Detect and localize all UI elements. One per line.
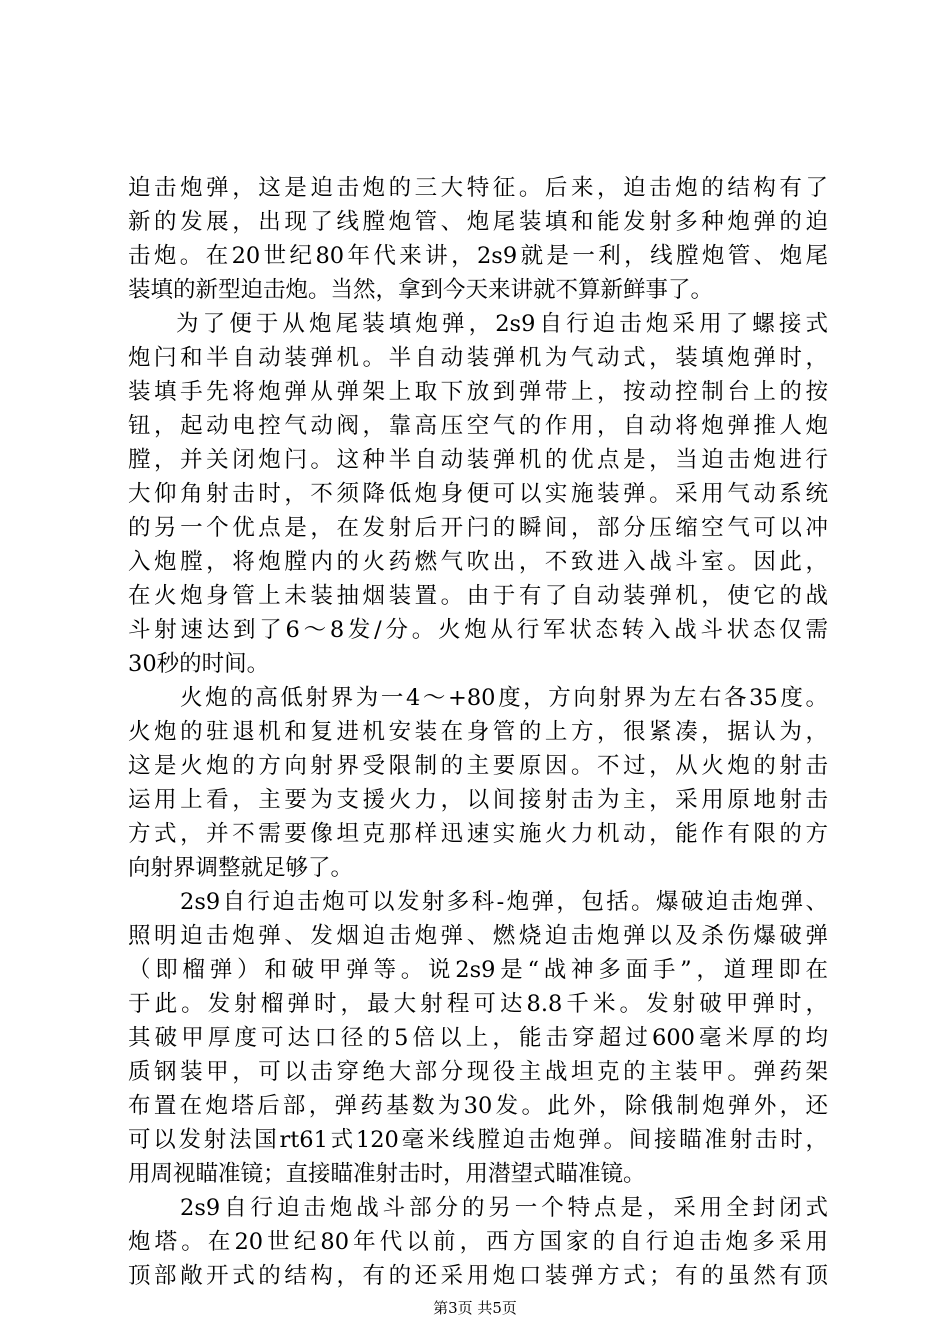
text-line: 装填手先将炮弹从弹架上取下放到弹带上，按动控制台上的按 [128, 379, 828, 405]
text-line: 斗射速达到了6～8发/分。火炮从行军状态转入战斗状态仅需 [128, 617, 828, 643]
text-line: 向射界调整就足够了。 [128, 855, 354, 881]
text-line: 布置在炮塔后部，弹药基数为30发。此外，除俄制炮弹外，还 [128, 1093, 828, 1119]
paragraph-start-line: 火炮的高低射界为一4～+80度，方向射界为左右各35度。 [180, 685, 828, 711]
text-line: 于此。发射榴弹时，最大射程可达8.8千米。发射破甲弹时， [128, 991, 828, 1017]
text-line: 质钢装甲，可以击穿绝大部分现役主战坦克的主装甲。弹药架 [128, 1059, 828, 1085]
text-line: 方式，并不需要像坦克那样迅速实施火力机动，能作有限的方 [128, 821, 828, 847]
text-line: 可以发射法国rt61式120毫米线膛迫击炮弹。间接瞄准射击时， [128, 1127, 828, 1153]
text-line: 大仰角射击时，不须降低炮身便可以实施装弹。采用气动系统 [128, 481, 828, 507]
text-line: 30秒的时间。 [128, 651, 270, 677]
text-line: 用周视瞄准镜；直接瞄准射击时，用潜望式瞄准镜。 [128, 1161, 646, 1187]
text-line: 炮塔。在20世纪80年代以前，西方国家的自行迫击炮多采用 [128, 1229, 828, 1255]
text-line: 装填的新型迫击炮。当然，拿到今天来讲就不算新鲜事了。 [128, 277, 714, 303]
paragraph-start-line: 2s9自行迫击炮可以发射多科-炮弹，包括。爆破迫击炮弹、 [180, 889, 828, 915]
text-line: 这是火炮的方向射界受限制的主要原因。不过，从火炮的射击 [128, 753, 828, 779]
text-line: 入炮膛，将炮膛内的火药燃气吹出，不致进入战斗室。因此， [128, 549, 828, 575]
text-line: 迫击炮弹，这是迫击炮的三大特征。后来，迫击炮的结构有了 [128, 175, 828, 201]
text-line: 运用上看，主要为支援火力，以间接射击为主，采用原地射击 [128, 787, 828, 813]
page-number-footer: 第3页 共5页 [433, 1299, 517, 1317]
text-line: 在火炮身管上未装抽烟装置。由于有了自动装弹机，使它的战 [128, 583, 828, 609]
paragraph-start-line: 为了便于从炮尾装填炮弹，2s9自行迫击炮采用了螺接式 [176, 311, 828, 337]
text-line: 的另一个优点是，在发射后开闩的瞬间，部分压缩空气可以冲 [128, 515, 828, 541]
text-line: 新的发展，出现了线膛炮管、炮尾装填和能发射多种炮弹的迫 [128, 209, 828, 235]
text-line: （即榴弹）和破甲弹等。说2s9是“战神多面手”，道理即在 [128, 957, 828, 983]
text-line: 其破甲厚度可达口径的5倍以上，能击穿超过600毫米厚的均 [128, 1025, 828, 1051]
text-line: 照明迫击炮弹、发烟迫击炮弹、燃烧迫击炮弹以及杀伤爆破弹 [128, 923, 828, 949]
text-line: 火炮的驻退机和复进机安装在身管的上方，很紧凑，据认为， [128, 719, 828, 745]
text-line: 击炮。在20世纪80年代来讲，2s9就是一利，线膛炮管、炮尾 [128, 243, 828, 269]
text-line: 炮闩和半自动装弹机。半自动装弹机为气动式，装填炮弹时， [128, 345, 828, 371]
text-line: 顶部敞开式的结构，有的还采用炮口装弹方式；有的虽然有顶 [128, 1263, 828, 1289]
paragraph-start-line: 2s9自行迫击炮战斗部分的另一个特点是，采用全封闭式 [180, 1195, 828, 1221]
text-line: 钮，起动电控气动阀，靠高压空气的作用，自动将炮弹推人炮 [128, 413, 828, 439]
text-line: 膛，并关闭炮闩。这种半自动装弹机的优点是，当迫击炮进行 [128, 447, 828, 473]
